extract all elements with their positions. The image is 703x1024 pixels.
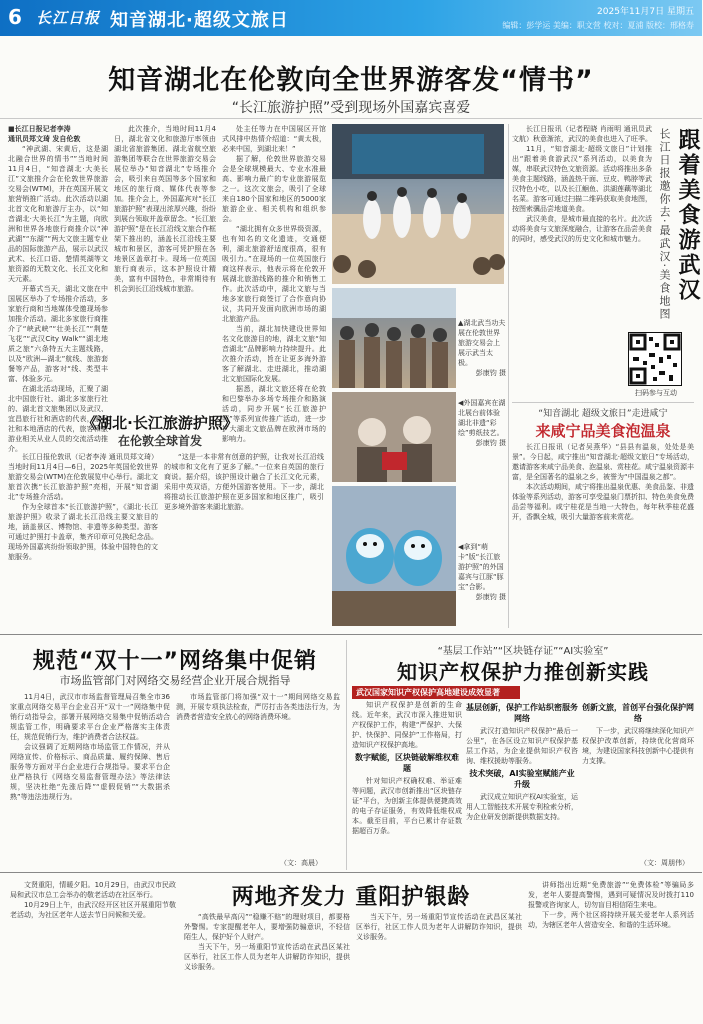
ip-column-2 <box>466 700 578 868</box>
promo-subhead: 市场监管部门对网络交易经营企业开展合规指导 <box>59 674 291 687</box>
ip-column-1 <box>352 700 462 868</box>
section-title: 知音湖北·超级文旅日 <box>110 10 289 31</box>
booth-photo <box>332 288 456 388</box>
bottom-paragraph: 讲师指出近期“免费旅游”“免费体检”等骗局多发，老年人要提高警惕，遇到可疑情况及时拨打110报警或咨询家人，切勿盲目相信陌生来电。 <box>528 881 694 909</box>
column-divider <box>346 640 347 870</box>
qr-code[interactable] <box>628 332 682 386</box>
foodmap-title: 跟着美食游武汉 <box>675 128 700 303</box>
mascot-photo <box>332 486 456 626</box>
ip-column-3 <box>582 700 694 856</box>
papercut-photo-graphic <box>332 392 456 482</box>
promo-paragraph: 11月4日，武汉市市场监督管理局召集全市36家重点网络交易平台企业召开“双十一”网络集中促销行动指导会，部署开展网络交易集中促销活动合规监管工作，明确要求平台企业严格落实主体责任，规范促销行为，维护消费者合法权益。 <box>10 693 170 741</box>
photo-credit: 彭康钧 摄 <box>475 439 506 447</box>
ip-paragraph: 知识产权保护是创新的生命线。近年来，武汉市深入推进知识产权保护工作，构建“严保护、大保护、快保护、同保护”工作格局，打造知识产权保护高地。 <box>352 701 462 749</box>
passport-paragraph: 作为全球首本“长江旅游护照”，《湖北·长江旅游护照》收录了湖北长江沿线主要文旅目的地，涵盖景区、博物馆、非遗等多种类型。游客可通过护照打卡盖章，集齐印章可兑换纪念品。现场外国嘉宾纷纷领取护照，体验中国特色的文旅服务。 <box>8 503 158 561</box>
lead-headline: 知音湖北在伦敦向全世界游客发“情书” <box>108 65 594 96</box>
lead-subhead: “长江旅游护照”受到现场外国嘉宾喜爱 <box>231 100 471 116</box>
photo-credit: 彭康钧 摄 <box>475 369 506 377</box>
promo-paragraph: 会议强调了近期网络市场监管工作情况，并从网络宣传、价格标示、商品质量、履约保障、售后服务等方面对平台企业进行合规指导。要求平台企业严格执行《网络交易监督管理办法》等法律法规，坚决杜绝“先涨后降”“虚假促销”“大数据杀熟”等违法违规行为。 <box>10 743 170 801</box>
passport-story-title: 《湖北·长江旅游护照》 <box>82 414 238 432</box>
lead-column-3 <box>222 124 326 443</box>
foodmap-column <box>512 124 652 360</box>
bottom-paragraph: 10月29日上午，由武汉经开区社区开展重阳节敬老活动，为社区老年人送去节日问候和关爱。 <box>10 901 176 919</box>
xianning-paragraph: 长江日报讯（记者吴燕华）“县县有温泉，处处是美景”。今日起，咸宁推出“知音湖北·超级文旅日”专场活动，邀请游客来咸宁品美食、泡温泉、赏桂花。咸宁温泉资源丰富，是全国著名的温泉之乡，被誉为“中国温泉之都”。 <box>512 443 694 481</box>
bottom-paragraph: “高铁最早高闪”“稳赚不赔”的理财项目，都要格外警惕。专家提醒老年人，要增强防骗意识，不轻信陌生人，保护好个人财产。 <box>184 913 350 941</box>
bottom-paragraph: 当天下午，另一场重阳节宣传活动在武昌区某社区举行，社区工作人员为老年人讲解防诈知识，提供义诊服务。 <box>356 913 522 941</box>
photo-caption-text: ◀外国嘉宾在湖北展台前体验湖北非遗“彩绘”剪纸技艺。 <box>458 399 506 437</box>
papercut-photo <box>332 392 456 482</box>
photo-caption <box>458 542 506 626</box>
bottom-paragraph: 文贤重阳，情暖夕阳。10月29日，由武汉市民政局和武汉市总工会举办的敬老活动在社区举行。 <box>10 881 176 899</box>
lead-paragraph: “湖北拥有众多世界级资源，也有知名的文化遗迹，交通便利，湖北旅游舒适度很高，很有吸引力。”在现场的一位英国旅行商这样表示，他表示将在伦敦开展湖北旅游线路的推介和销售工作。此次活动中，湖北文旅与当地多家旅行商签订了合作意向协议，共同开发面向欧洲市场的湖北旅游产品。 <box>222 225 326 323</box>
ip-subhead: 基层创新，保护工作站织密服务网络 <box>466 703 578 723</box>
section-divider <box>0 634 702 635</box>
photo-caption-text: ▲湖北武当功夫展在伦敦世界旅游交易会上展示武当太极。 <box>458 319 506 367</box>
ip-subhead: 技术突破，AI实验室赋能产业升级 <box>469 769 575 789</box>
column-divider <box>508 124 509 628</box>
lead-column-1 <box>8 124 108 453</box>
issue-date: 2025年11月7日 星期五 <box>597 7 694 17</box>
xianning-title: 来咸宁品美食泡温泉 <box>535 422 671 440</box>
section-divider <box>0 872 702 873</box>
mascot-photo-graphic <box>332 486 456 626</box>
ip-paragraph: 武汉打造知识产权保护“最后一公里”，在各区设立知识产权保护基层工作站，为企业提供知识产权咨询、维权援助等服务。 <box>466 727 578 765</box>
xianning-kicker: “知音湖北 超级文旅日”走进咸宁 <box>538 409 668 419</box>
divider <box>0 118 702 119</box>
lead-paragraph: 据了解，伦敦世界旅游交易会是全球规模最大、专业水准最高、影响力最广的专业旅游展览之一。这次文旅会，吸引了全球来自180个国家和地区的5000家旅游企业、相关机构和组织参会。 <box>222 155 326 223</box>
foodmap-paragraph: 11月，“知音湖北·超级文旅日”计划推出“跟着美食游武汉”系列活动，以美食为媒，串联武汉特色文旅资源。活动将推出多条美食主题线路，涵盖热干面、豆皮、鸭脖等武汉特色小吃，以及长江鮰鱼、洪湖莲藕等湖北名菜。游客可通过扫描二维码获取美食地图，按图索骥品尝地道美食。 <box>512 145 652 213</box>
ip-headline: 知识产权保护力推创新实践 <box>397 660 649 684</box>
lead-paragraph: 在湖北活动现场，汇聚了湖北中国旅行社、湖北多家旅行社的、湖北首文旅集团以及武汉、宜昌旅行社和酒店的代表，旅行社和本地酒店的代表，旅客和旅游业相关从业人员的交流活动推介。 <box>8 385 108 453</box>
bottom-column-3 <box>356 912 522 1020</box>
lead-paragraph: “神武湖、宋黄后，这是湖北融合世界的情书””当地时间11月4日，“知音湖北·大美长江”文旅推介会在伦敦世界旅游交易会(WTM)，并在英国开展文旅营销推广活动。此次活动以湖北首文化和旅游厅主办，以“知音湖北·大美长江”为主题，向欧洲和世界各地旅行商推介以“神武湖”“东湖”“两大文旅主题专业品的国际旅游产品，展示以武汉武术、长江口语、楚情英湖等文旅资源的无数文化、长江文化和天元素。 <box>8 145 108 283</box>
passport-column-1 <box>8 452 158 628</box>
page-masthead <box>0 0 702 36</box>
xianning-column <box>512 442 694 628</box>
ip-kicker: “基层工作站”“区块链存证”“AI实验室” <box>437 646 609 657</box>
qr-code-icon <box>629 333 681 385</box>
photo-caption <box>458 398 506 470</box>
booth-photo-graphic <box>332 288 456 388</box>
performance-photo-graphic <box>332 124 504 284</box>
photo-caption <box>458 318 506 378</box>
ip-subhead: 创新文旅，首创平台强化保护网络 <box>582 703 694 723</box>
passport-column-2 <box>164 452 324 628</box>
promo-paragraph: 市场监管部门将加强“双十一”期间网络交易监测，开展专项执法检查，严厉打击各类违法行为，为消费者营造安全放心的网络消费环境。 <box>176 693 340 721</box>
passport-byline: 长江日报伦敦讯（记者李涛 通讯员郑文琦）当地时间11月4日—6日，2025年英国伦敦世界旅游交易会(WTM)在伦敦展览中心举行。湖北文旅首次携“长江旅游护照”亮相，开展“知音湖北”专场推介活动。 <box>8 453 158 501</box>
divider <box>512 402 694 403</box>
foodmap-kicker: 长江日报邀你去·最武汉·美食地图 <box>658 128 671 321</box>
promo-headline: 规范“双十一”网络集中促销 <box>33 649 317 674</box>
promo-column-2 <box>176 692 340 852</box>
passport-paragraph: “这是一本非常有创意的护照，让我对长江沿线的城市和文化有了更多了解。”一位来自英国的旅行商说。据介绍，该护照设计融合了长江文化元素，采用中英双语，方便外国游客使用。下一步，湖北将推动长江旅游护照在更多国家和地区推广，吸引更多境外游客来湖北旅游。 <box>164 453 324 511</box>
ip-paragraph: 针对知识产权确权难、举证难等问题，武汉市创新推出“区块链存证”平台，为创新主体提供便捷高效的电子存证服务，有效降低维权成本。截至目前，平台已累计存证数据超百万条。 <box>352 777 462 835</box>
page-number: 6 <box>8 5 22 29</box>
bottom-headline: 两地齐发力 重阳护银龄 <box>231 885 471 910</box>
xianning-paragraph: 本次活动期间，咸宁将推出温泉优惠、美食品鉴、非遗体验等系列活动，游客可享受温泉门票折扣、特色美食免费品尝等福利。咸宁桂花是当地一大特色，每年秋季桂花盛开，香飘全城，吸引大量游客前来赏花。 <box>512 483 694 521</box>
qr-caption: 扫码参与互动 <box>635 389 677 397</box>
promo-column-1 <box>10 692 170 866</box>
passport-story-subtitle: 在伦敦全球首发 <box>117 434 202 448</box>
ip-paragraph: 武汉成立知识产权AI实验室，运用人工智能技术开展专利检索分析，为企业研发创新提供数据支持。 <box>466 793 578 821</box>
photo-caption-text: ◀拿到“萌卡”版“长江旅游护照”的外国嘉宾与江豚“豚宝”合影。 <box>458 543 504 591</box>
promo-author: （文：高晨） <box>280 859 322 867</box>
lead-column-2 <box>114 124 216 404</box>
foodmap-paragraph: 武汉美食，是城市最直接的名片。此次活动将美食与文旅深度融合，让游客在品尝美食的同时，感受武汉的历史文化和城市魅力。 <box>512 215 652 243</box>
lead-byline: ■长江日报记者李涛 通讯员郑文琦 发自伦敦 <box>8 125 81 143</box>
lead-paragraph: 此次推介，当地时间11月4日，湖北省文化和旅游厅率领由湖北省旅游集团、湖北省航空旅游集团等联合在世界旅游交易会展位举办“知音湖北”专场推介会，吸引来自英国等多个国家和地区的旅行商、媒体代表等参加。推介会上，外国嘉宾对“长江旅游护照”表现出浓厚兴趣，纷纷到展台领取并盖章留念。“长江旅游护照”是在长江沿线文旅合作框架下推出的，涵盖长江沿线主要城市和景区，游客可凭护照在各地景区盖章打卡。现场一位英国旅行商表示，这本护照设计精美，富有中国特色，非常期待有机会到长江沿线城市旅游。 <box>114 125 216 293</box>
ip-red-label: 武汉国家知识产权保护高地建设成效显著 <box>352 686 520 699</box>
photo-credit: 彭康钧 摄 <box>475 593 506 601</box>
bottom-column-1 <box>10 880 176 1020</box>
lead-paragraph: 开幕式当天，湖北文旅在中国展区举办了专场推介活动，多家旅行商和当地媒体受邀现场参加推介活动。湖北多家旅行商推介了“峡武峡”“壮美长江”“荆楚飞花”“武汉City Walk”“湖北地质之旅”六条特五大主题线路，以及“欧洲—湖北”航线、旅游套餐等产品，游客对“线、类型丰富、体验多元。 <box>8 285 108 383</box>
bottom-column-4 <box>528 880 694 1020</box>
lead-paragraph: 据悉，湖北文旅还将在伦敦和巴黎举办多场专场推介和路演活动，同步开展“长江旅游护照”等系列宣传推广活动，进一步扩大湖北文旅品牌在欧洲市场的影响力。 <box>222 385 326 443</box>
main-photo <box>332 124 504 284</box>
ip-subhead: 数字赋能，区块链破解维权难题 <box>355 753 459 773</box>
bottom-column-2 <box>184 912 350 1020</box>
editors-credit: 编辑：彭学运 美编：职文营 校对：夏浦 版校：邢格寿 <box>502 21 694 30</box>
lead-paragraph: 当前，湖北加快建设世界知名文化旅游目的地，湖北文旅“知音湖北”品牌影响力持续提升。此次推介活动，旨在让更多海外游客了解湖北、走进湖北，推动湖北文旅国际化发展。 <box>222 325 326 383</box>
bottom-paragraph: 下一步，两个社区将持续开展关爱老年人系列活动，为辖区老年人营造安全、和谐的生活环境。 <box>528 911 694 929</box>
bottom-paragraph: 当天下午，另一场重阳节宣传活动在武昌区某社区举行，社区工作人员为老年人讲解防诈知识，提供义诊服务。 <box>184 943 350 971</box>
ip-author: （文：周朋伟） <box>640 859 689 867</box>
lead-paragraph: 处主任等力在中国展区开馆式风排中热情介绍道：“黄太极，必来中国，到湖北来！” <box>222 125 326 153</box>
foodmap-byline: 长江日报讯（记者程晓 肖雨明 通讯员武文航）秋意渐浓，武汉的美食也进入了旺季。 <box>512 125 652 143</box>
newspaper-logo: 长江日报 <box>36 9 101 27</box>
ip-paragraph: 下一步，武汉将继续深化知识产权保护改革创新，持续优化营商环境，为建设国家科技创新中心提供有力支撑。 <box>582 727 694 765</box>
